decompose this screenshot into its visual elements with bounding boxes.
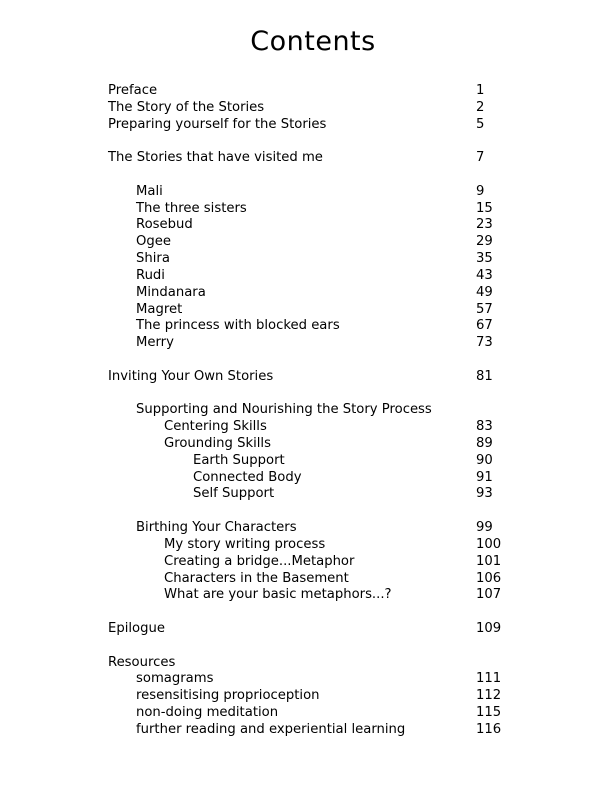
toc-entry-title: My story writing process bbox=[164, 537, 326, 552]
toc-entry-title: resensitising proprioception bbox=[136, 688, 320, 703]
toc-entry-title: Rosebud bbox=[136, 217, 193, 232]
toc-entry-page: 7 bbox=[476, 150, 485, 165]
toc-entry-title: Birthing Your Characters bbox=[136, 520, 297, 535]
toc-entry-connected-body bbox=[0, 469, 612, 486]
toc-entry-supporting-and-nourishing bbox=[0, 401, 612, 418]
toc-entry-page: 5 bbox=[476, 117, 485, 132]
toc-entry-page: 116 bbox=[476, 722, 502, 737]
toc-entry-page: 100 bbox=[476, 537, 502, 552]
toc-entry-page: 23 bbox=[476, 217, 493, 232]
toc-entry-rosebud bbox=[0, 216, 612, 233]
toc-entry-ogee bbox=[0, 233, 612, 250]
toc-entry-title: Epilogue bbox=[108, 621, 165, 636]
toc-entry-earth-support bbox=[0, 452, 612, 469]
toc-entry-title: The princess with blocked ears bbox=[136, 318, 340, 333]
toc-entry-story-writing-process bbox=[0, 536, 612, 553]
toc-entry-self-support bbox=[0, 485, 612, 502]
toc-entry-title: Characters in the Basement bbox=[164, 571, 349, 586]
toc-entry-page: 67 bbox=[476, 318, 493, 333]
toc-entry-story-of-the-stories bbox=[0, 99, 612, 116]
toc-entry-title: Inviting Your Own Stories bbox=[108, 369, 274, 384]
toc-entry-title: The Story of the Stories bbox=[108, 100, 265, 115]
toc-entry-title: Earth Support bbox=[193, 453, 285, 468]
toc-entry-page: 73 bbox=[476, 335, 493, 350]
toc-entry-title: somagrams bbox=[136, 671, 214, 686]
toc-entry-page: 112 bbox=[476, 688, 502, 703]
toc-entry-merry bbox=[0, 334, 612, 351]
toc-entry-page: 101 bbox=[476, 554, 502, 569]
toc-entry-page: 89 bbox=[476, 436, 493, 451]
toc-entry-characters-in-basement bbox=[0, 570, 612, 587]
toc-entry-title: Preface bbox=[108, 83, 158, 98]
toc-entry-title: Rudi bbox=[136, 268, 165, 283]
toc-entry-title: non-doing meditation bbox=[136, 705, 279, 720]
toc-entry-title: Mali bbox=[136, 184, 163, 199]
toc-entry-title: What are your basic metaphors...? bbox=[164, 587, 392, 602]
toc-entry-page: 106 bbox=[476, 571, 502, 586]
toc-entry-birthing-your-characters bbox=[0, 519, 612, 536]
toc-entry-page: 29 bbox=[476, 234, 493, 249]
toc-entry-page: 111 bbox=[476, 671, 502, 686]
toc-entry-page: 49 bbox=[476, 285, 493, 300]
toc-entry-non-doing-meditation bbox=[0, 704, 612, 721]
toc-entry-princess-blocked-ears bbox=[0, 317, 612, 334]
toc-entry-title: Creating a bridge...Metaphor bbox=[164, 554, 355, 569]
toc-entry-three-sisters bbox=[0, 200, 612, 217]
toc-entry-magret bbox=[0, 301, 612, 318]
toc-entry-title: Resources bbox=[108, 655, 176, 670]
toc-entry-title: Magret bbox=[136, 302, 183, 317]
toc-entry-grounding-skills bbox=[0, 435, 612, 452]
toc-entry-title: Shira bbox=[136, 251, 170, 266]
toc-entry-page: 107 bbox=[476, 587, 502, 602]
toc-entry-page: 91 bbox=[476, 470, 493, 485]
toc-entry-resources bbox=[0, 654, 612, 671]
toc-entry-title: Centering Skills bbox=[164, 419, 267, 434]
toc-entry-page: 15 bbox=[476, 201, 493, 216]
toc-entry-inviting-your-own-stories bbox=[0, 368, 612, 385]
toc-entry-page: 57 bbox=[476, 302, 493, 317]
toc-entry-page: 109 bbox=[476, 621, 502, 636]
toc-entry-page: 81 bbox=[476, 369, 493, 384]
toc-entry-page: 35 bbox=[476, 251, 493, 266]
toc-entry-basic-metaphors bbox=[0, 586, 612, 603]
toc-entry-page: 83 bbox=[476, 419, 493, 434]
toc-entry-title: Merry bbox=[136, 335, 174, 350]
toc-entry-title: Grounding Skills bbox=[164, 436, 271, 451]
toc-entry-shira bbox=[0, 250, 612, 267]
toc-entry-epilogue bbox=[0, 620, 612, 637]
toc-entry-title: Supporting and Nourishing the Story Process bbox=[136, 402, 432, 417]
toc-entry-resensitising-proprioception bbox=[0, 687, 612, 704]
toc-entry-title: The Stories that have visited me bbox=[108, 150, 323, 165]
toc-entry-rudi bbox=[0, 267, 612, 284]
toc-entry-page: 43 bbox=[476, 268, 493, 283]
toc-entry-page: 115 bbox=[476, 705, 502, 720]
toc-entry-page: 1 bbox=[476, 83, 485, 98]
toc-entry-title: further reading and experiential learning bbox=[136, 722, 406, 737]
toc-entry-mali bbox=[0, 183, 612, 200]
toc-entry-title: The three sisters bbox=[136, 201, 247, 216]
toc-entry-title: Preparing yourself for the Stories bbox=[108, 117, 327, 132]
toc-entry-page: 90 bbox=[476, 453, 493, 468]
toc-entry-further-reading bbox=[0, 721, 612, 738]
toc-entry-mindanara bbox=[0, 284, 612, 301]
toc-entry-page: 93 bbox=[476, 486, 493, 501]
toc-entry-creating-a-bridge bbox=[0, 553, 612, 570]
toc-entry-page: 9 bbox=[476, 184, 485, 199]
toc-entry-title: Connected Body bbox=[193, 470, 302, 485]
toc-entry-preface bbox=[0, 82, 612, 99]
toc-entry-title: Mindanara bbox=[136, 285, 206, 300]
toc-entry-title: Ogee bbox=[136, 234, 171, 249]
toc-entry-stories-that-visited bbox=[0, 149, 612, 166]
toc-entry-page: 99 bbox=[476, 520, 493, 535]
toc-entry-preparing-yourself bbox=[0, 116, 612, 133]
toc-entry-centering-skills bbox=[0, 418, 612, 435]
toc-entry-page: 2 bbox=[476, 100, 485, 115]
page-title: Contents bbox=[250, 26, 376, 57]
toc-entry-somagrams bbox=[0, 670, 612, 687]
toc-entry-title: Self Support bbox=[193, 486, 275, 501]
